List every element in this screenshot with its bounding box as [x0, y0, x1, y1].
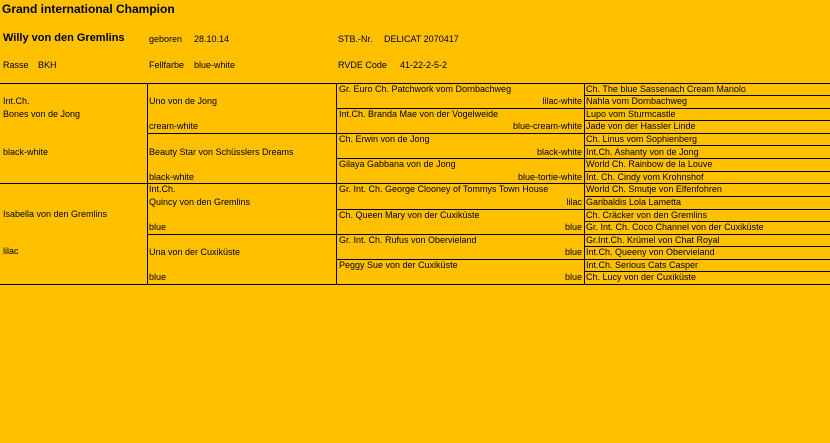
- dam-name: Isabella von den Gremlins: [3, 209, 108, 219]
- grandparent-color: blue: [149, 222, 167, 232]
- page-title: Grand international Champion: [2, 2, 175, 16]
- great-grandparent-color: blue: [564, 222, 582, 232]
- grandparent-name: Uno von de Jong: [149, 96, 218, 106]
- grid-line: [147, 234, 830, 235]
- ancestor-g4: Int.Ch. Ashanty von de Jong: [586, 147, 699, 157]
- breed-value: BKH: [38, 60, 57, 70]
- grid-line: [0, 284, 830, 285]
- grid-line: [336, 83, 337, 284]
- great-grandparent-color: lilac: [566, 197, 582, 207]
- great-grandparent-name: Gr. Euro Ch. Patchwork vom Dornbachweg: [339, 84, 512, 94]
- stb-label: STB.-Nr.: [338, 34, 373, 44]
- ancestor-g4: Int.Ch. Queeny von Obervieland: [586, 247, 715, 257]
- great-grandparent-name: Int.Ch. Branda Mae von der Vogelweide: [339, 109, 499, 119]
- grandparent-title: Int.Ch.: [149, 184, 176, 194]
- great-grandparent-color: blue-cream-white: [512, 121, 582, 131]
- great-grandparent-name: Gr. Int. Ch. Rufus von Obervieland: [339, 235, 477, 245]
- breed-label: Rasse: [3, 60, 29, 70]
- ancestor-g4: Jade von der Hassler Linde: [586, 121, 696, 131]
- great-grandparent-name: Gilaya Gabbana von de Jong: [339, 159, 456, 169]
- ancestor-g4: Ch. Cräcker von den Gremlins: [586, 210, 708, 220]
- ancestor-g4: Ch. The blue Sassenach Cream Manolo: [586, 84, 746, 94]
- ancestor-g4: Ch. Linus vom Sophienberg: [586, 134, 698, 144]
- rvde-label: RVDE Code: [338, 60, 387, 70]
- ancestor-g4: World Ch. Smutje von Elfenfohren: [586, 184, 722, 194]
- grid-line: [147, 83, 148, 284]
- ancestor-g4: Ch. Lucy von der Cuxiküste: [586, 272, 697, 282]
- born-label: geboren: [149, 34, 183, 44]
- great-grandparent-color: blue-tortie-white: [517, 172, 582, 182]
- great-grandparent-name: Peggy Sue von der Cuxiküste: [339, 260, 458, 270]
- dam-color: lilac: [3, 246, 19, 256]
- ancestor-g4: World Ch. Rainbow de la Louve: [586, 159, 713, 169]
- fur-color-label: Fellfarbe: [149, 60, 185, 70]
- ancestor-g4: Garibaldis Lola Lametta: [586, 197, 682, 207]
- grid-line: [584, 83, 585, 284]
- sire-title: Int.Ch.: [3, 96, 30, 106]
- grandparent-color: blue: [149, 272, 167, 282]
- sire-name: Bones von de Jong: [3, 109, 81, 119]
- great-grandparent-name: Ch. Queen Mary von der Cuxiküste: [339, 210, 480, 220]
- ancestor-g4: Int. Ch. Cindy vom Krohnshof: [586, 172, 704, 182]
- grid-line: [147, 133, 830, 134]
- grandparent-name: Una von der Cuxiküste: [149, 247, 241, 257]
- great-grandparent-name: Gr. Int. Ch. George Clooney of Tommys Town House: [339, 184, 549, 194]
- ancestor-g4: Gr.Int.Ch. Krümel von Chat Royal: [586, 235, 720, 245]
- grandparent-color: black-white: [149, 172, 195, 182]
- sire-color: black-white: [3, 147, 49, 157]
- ancestor-g4: Nahla vom Dornbachweg: [586, 96, 688, 106]
- great-grandparent-color: blue: [564, 247, 582, 257]
- great-grandparent-color: lilac-white: [542, 96, 582, 106]
- stb-number: DELICAT 2070417: [384, 34, 459, 44]
- fur-color-value: blue-white: [194, 60, 236, 70]
- ancestor-g4: Gr. Int. Ch. Coco Channel von der Cuxiküste: [586, 222, 764, 232]
- ancestor-g4: Lupo vom Sturmcastle: [586, 109, 676, 119]
- grandparent-name: Quincy von den Gremlins: [149, 197, 251, 207]
- ancestor-g4: Int.Ch. Serious Cats Casper: [586, 260, 699, 270]
- born-date: 28.10.14: [194, 34, 230, 44]
- grandparent-name: Beauty Star von Schüsslers Dreams: [149, 147, 294, 157]
- great-grandparent-color: black-white: [536, 147, 582, 157]
- animal-name: Willy von den Gremlins: [3, 32, 125, 44]
- rvde-code: 41-22-2-5-2: [400, 60, 448, 70]
- grid-line: [584, 145, 830, 146]
- grandparent-color: cream-white: [149, 121, 199, 131]
- pedigree-table: [0, 83, 830, 285]
- great-grandparent-color: blue: [564, 272, 582, 282]
- great-grandparent-name: Ch. Erwin von de Jong: [339, 134, 430, 144]
